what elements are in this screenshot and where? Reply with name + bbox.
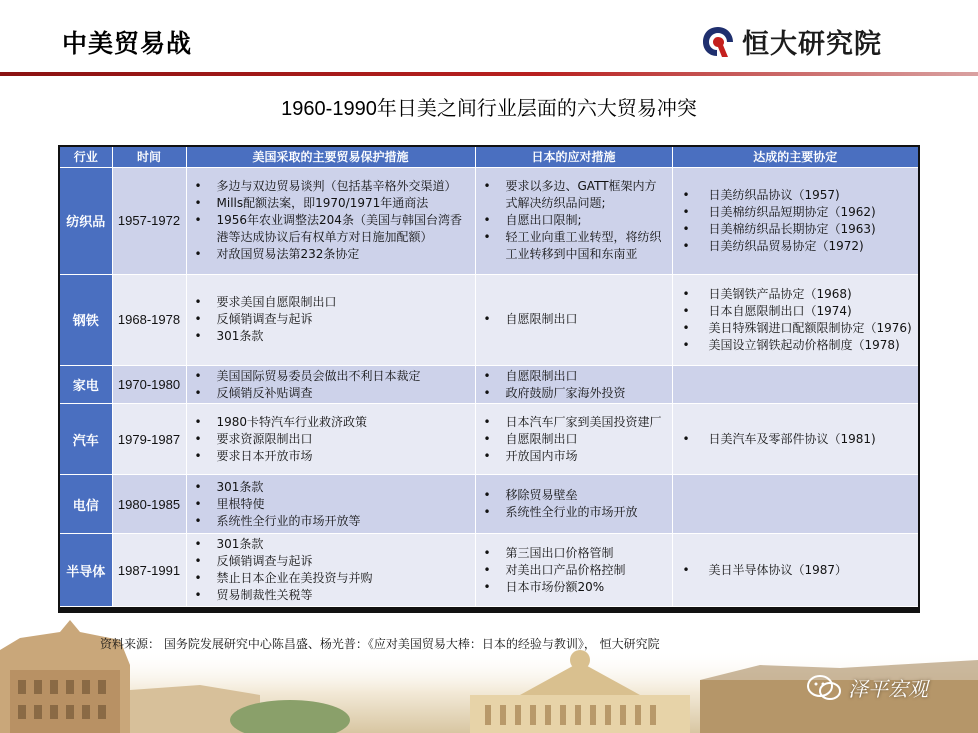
- section-title: 中美贸易战: [62, 29, 193, 58]
- table-row: [60, 365, 918, 403]
- source-note: 资料来源： 国务院发展研究中心陈昌盛、杨光普：《应对美国贸易大棒：日本的经验与教训》， 恒大研究院: [100, 637, 660, 651]
- table-row: [60, 534, 918, 607]
- list-item: • 对敌国贸易法第232条协定: [217, 246, 469, 263]
- table: [60, 147, 918, 607]
- japan-response-cell: [475, 274, 672, 365]
- list-item: • 移除贸易壁垒: [506, 487, 666, 504]
- list-item: • 要求日本开放市场: [217, 448, 469, 465]
- industry-cell: 家电: [60, 365, 112, 403]
- period-cell: 1980-1985: [112, 475, 186, 534]
- list-item: • 1956年农业调整法204条（美国与韩国台湾香港等达成协议后有权单方对日施加配额）: [217, 212, 469, 246]
- list-item: • 里根特使: [217, 496, 469, 513]
- industry-cell: 电信: [60, 475, 112, 534]
- agreements-cell: [672, 274, 918, 365]
- japan-response-cell: [475, 365, 672, 403]
- bullet-list: [476, 178, 672, 263]
- agreements-cell: [672, 475, 918, 534]
- building-landscape-image: [0, 610, 978, 733]
- column-header: 时间: [112, 147, 186, 167]
- list-item: • 301条款: [217, 479, 469, 496]
- bullet-list: [673, 431, 919, 448]
- list-item: • 第三国出口价格管制: [506, 545, 666, 562]
- brand: [700, 22, 882, 61]
- japan-response-cell: [475, 167, 672, 274]
- wechat-icon: [806, 674, 842, 702]
- column-header: 行业: [60, 147, 112, 167]
- list-item: • Mills配额法案，即1970/1971年通商法: [217, 195, 469, 212]
- list-item: • 要求资源限制出口: [217, 431, 469, 448]
- list-item: • 禁止日本企业在美投资与并购: [217, 570, 469, 587]
- list-item: • 自愿限制出口: [506, 311, 666, 328]
- list-item: • 开放国内市场: [506, 448, 666, 465]
- industry-cell: 钢铁: [60, 274, 112, 365]
- industry-cell: 半导体: [60, 534, 112, 607]
- list-item: • 日美棉纺织品长期协定（1963): [709, 221, 913, 238]
- list-item: • 反倾销调查与起诉: [217, 311, 469, 328]
- bullet-list: [187, 178, 475, 263]
- list-item: • 自愿限制出口: [506, 368, 666, 385]
- agreements-cell: [672, 404, 918, 475]
- table-header-row: [60, 147, 918, 167]
- list-item: • 1980卡特汽车行业救济政策: [217, 414, 469, 431]
- list-item: • 要求美国自愿限制出口: [217, 294, 469, 311]
- list-item: • 要求以多边、GATT框架内方式解决纺织品问题;: [506, 178, 666, 212]
- list-item: • 贸易制裁性关税等: [217, 587, 469, 604]
- japan-response-cell: [475, 534, 672, 607]
- evergrande-logo-icon: [700, 24, 736, 60]
- industry-cell: 汽车: [60, 404, 112, 475]
- period-cell: 1979-1987: [112, 404, 186, 475]
- industry-cell: 纺织品: [60, 167, 112, 274]
- brand-name: 恒大研究院: [742, 29, 882, 60]
- table-row: [60, 167, 918, 274]
- column-header: 达成的主要协定: [672, 147, 918, 167]
- list-item: • 反倾销调查与起诉: [217, 553, 469, 570]
- list-item: • 美日半导体协议（1987）: [709, 562, 913, 579]
- bullet-list: [476, 545, 672, 596]
- list-item: • 日美钢铁产品协定（1968): [709, 286, 913, 303]
- slide-header: [0, 0, 978, 80]
- us-measures-cell: [186, 475, 475, 534]
- list-item: • 政府鼓励厂家海外投资: [506, 385, 666, 402]
- agreements-cell: [672, 534, 918, 607]
- list-item: • 美国国际贸易委员会做出不利日本裁定: [217, 368, 469, 385]
- bullet-list: [476, 487, 672, 521]
- bullet-list: [673, 286, 919, 354]
- table-row: [60, 475, 918, 534]
- list-item: • 多边与双边贸易谈判（包括基辛格外交渠道）: [217, 178, 469, 195]
- list-item: • 日美棉纺织品短期协定（1962): [709, 204, 913, 221]
- bullet-list: [187, 479, 475, 530]
- header-divider: [0, 72, 978, 76]
- bullet-list: [476, 368, 672, 402]
- wechat-watermark: [806, 673, 928, 702]
- bullet-list: [187, 414, 475, 465]
- us-measures-cell: [186, 365, 475, 403]
- list-item: • 日美纺织品协议（1957): [709, 187, 913, 204]
- trade-conflict-table: [58, 145, 920, 613]
- bullet-list: [476, 414, 672, 465]
- bullet-list: [187, 536, 475, 604]
- list-item: • 美国设立钢铁起动价格制度（1978): [709, 337, 913, 354]
- bullet-list: [673, 187, 919, 255]
- list-item: • 301条款: [217, 328, 469, 345]
- table-row: [60, 274, 918, 365]
- list-item: • 系统性全行业的市场开放等: [217, 513, 469, 530]
- agreements-cell: [672, 167, 918, 274]
- bullet-list: [673, 562, 919, 579]
- column-header: 日本的应对措施: [475, 147, 672, 167]
- japan-response-cell: [475, 475, 672, 534]
- agreements-cell: [672, 365, 918, 403]
- column-header: 美国采取的主要贸易保护措施: [186, 147, 475, 167]
- list-item: • 日美纺织品贸易协定（1972): [709, 238, 913, 255]
- list-item: • 轻工业向重工业转型，将纺织工业转移到中国和东南亚: [506, 229, 666, 263]
- us-measures-cell: [186, 274, 475, 365]
- list-item: • 日本汽车厂家到美国投资建厂: [506, 414, 666, 431]
- slide-title: 1960-1990年日美之间行业层面的六大贸易冲突: [281, 98, 697, 120]
- table-row: [60, 404, 918, 475]
- list-item: • 自愿限制出口: [506, 431, 666, 448]
- list-item: • 日本自愿限制出口（1974): [709, 303, 913, 320]
- list-item: • 反倾销反补贴调查: [217, 385, 469, 402]
- period-cell: 1970-1980: [112, 365, 186, 403]
- japan-response-cell: [475, 404, 672, 475]
- bullet-list: [476, 311, 672, 328]
- us-measures-cell: [186, 404, 475, 475]
- list-item: • 301条款: [217, 536, 469, 553]
- list-item: • 日美汽车及零部件协议（1981): [709, 431, 913, 448]
- list-item: • 美日特殊钢进口配额限制协定（1976): [709, 320, 913, 337]
- list-item: • 日本市场份额20%: [506, 579, 666, 596]
- bullet-list: [187, 294, 475, 345]
- list-item: • 系统性全行业的市场开放: [506, 504, 666, 521]
- us-measures-cell: [186, 167, 475, 274]
- period-cell: 1957-1972: [112, 167, 186, 274]
- us-measures-cell: [186, 534, 475, 607]
- list-item: • 对美出口产品价格控制: [506, 562, 666, 579]
- period-cell: 1968-1978: [112, 274, 186, 365]
- bullet-list: [187, 368, 475, 402]
- list-item: • 自愿出口限制;: [506, 212, 666, 229]
- period-cell: 1987-1991: [112, 534, 186, 607]
- wechat-account-name: 泽平宏观: [848, 677, 928, 701]
